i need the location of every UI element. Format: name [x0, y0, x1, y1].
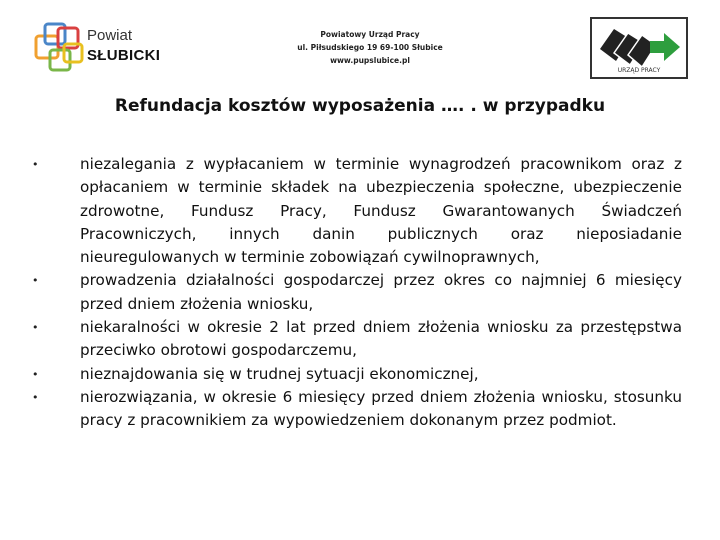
urzad-pracy-caption: URZĄD PRACY — [617, 67, 661, 74]
list-item — [30, 269, 682, 316]
list-item — [30, 316, 682, 363]
office-address: ul. Piłsudskiego 19 69-100 Słubice — [297, 43, 443, 52]
conditions-list — [30, 153, 682, 433]
office-name: Powiatowy Urząd Pracy — [320, 30, 420, 39]
list-item — [30, 153, 682, 269]
list-item-text: niekaralności w okresie 2 lat przed dniem złożenia wniosku za przestępstwa przeciwko obrotowi gospodarczemu, — [80, 318, 682, 360]
logo-powiat-text: Powiat — [87, 27, 133, 44]
list-item-text: prowadzenia działalności gospodarczej przez okres co najmniej 6 miesięcy przed dniem złożenia wniosku, — [80, 271, 682, 313]
list-item-text: nierozwiązania, w okresie 6 miesięcy przed dniem złożenia wniosku, stosunku pracy z pracownikiem za wypowiedzeniem dokonanym przez podmiot. — [80, 387, 682, 430]
list-item-text: nieznajdowania się w trudnej sytuacji ekonomicznej, — [80, 364, 479, 383]
urzad-pracy-logo — [590, 17, 688, 79]
bullet: • — [32, 321, 39, 335]
office-info — [270, 28, 470, 67]
office-website: www.pupslubice.pl — [330, 56, 410, 65]
list-item-text: niezalegania z wypłacaniem w terminie wynagrodzeń pracownikom oraz z opłacaniem w terminie składek na ubezpieczenia społeczne, ubezpieczenie zdrowotne, Fundusz Pracy, Fundusz Gwarantowanych Świadczeń Pracowniczych, innych danin publicznych oraz nieposiadanie nieuregulowanych w terminie zobowiązań cywilnoprawnych, — [80, 155, 682, 267]
squares-logo-icon — [30, 14, 90, 82]
page-title: Refundacja kosztów wyposażenia …. . w przypadku — [114, 96, 606, 116]
bullet: • — [32, 390, 39, 404]
list-item — [30, 363, 682, 386]
list-item — [30, 386, 682, 433]
logo-slubicki-text: SŁUBICKI — [87, 47, 161, 64]
bullet: • — [32, 367, 39, 381]
bullet: • — [32, 274, 39, 288]
bullet: • — [32, 158, 39, 171]
